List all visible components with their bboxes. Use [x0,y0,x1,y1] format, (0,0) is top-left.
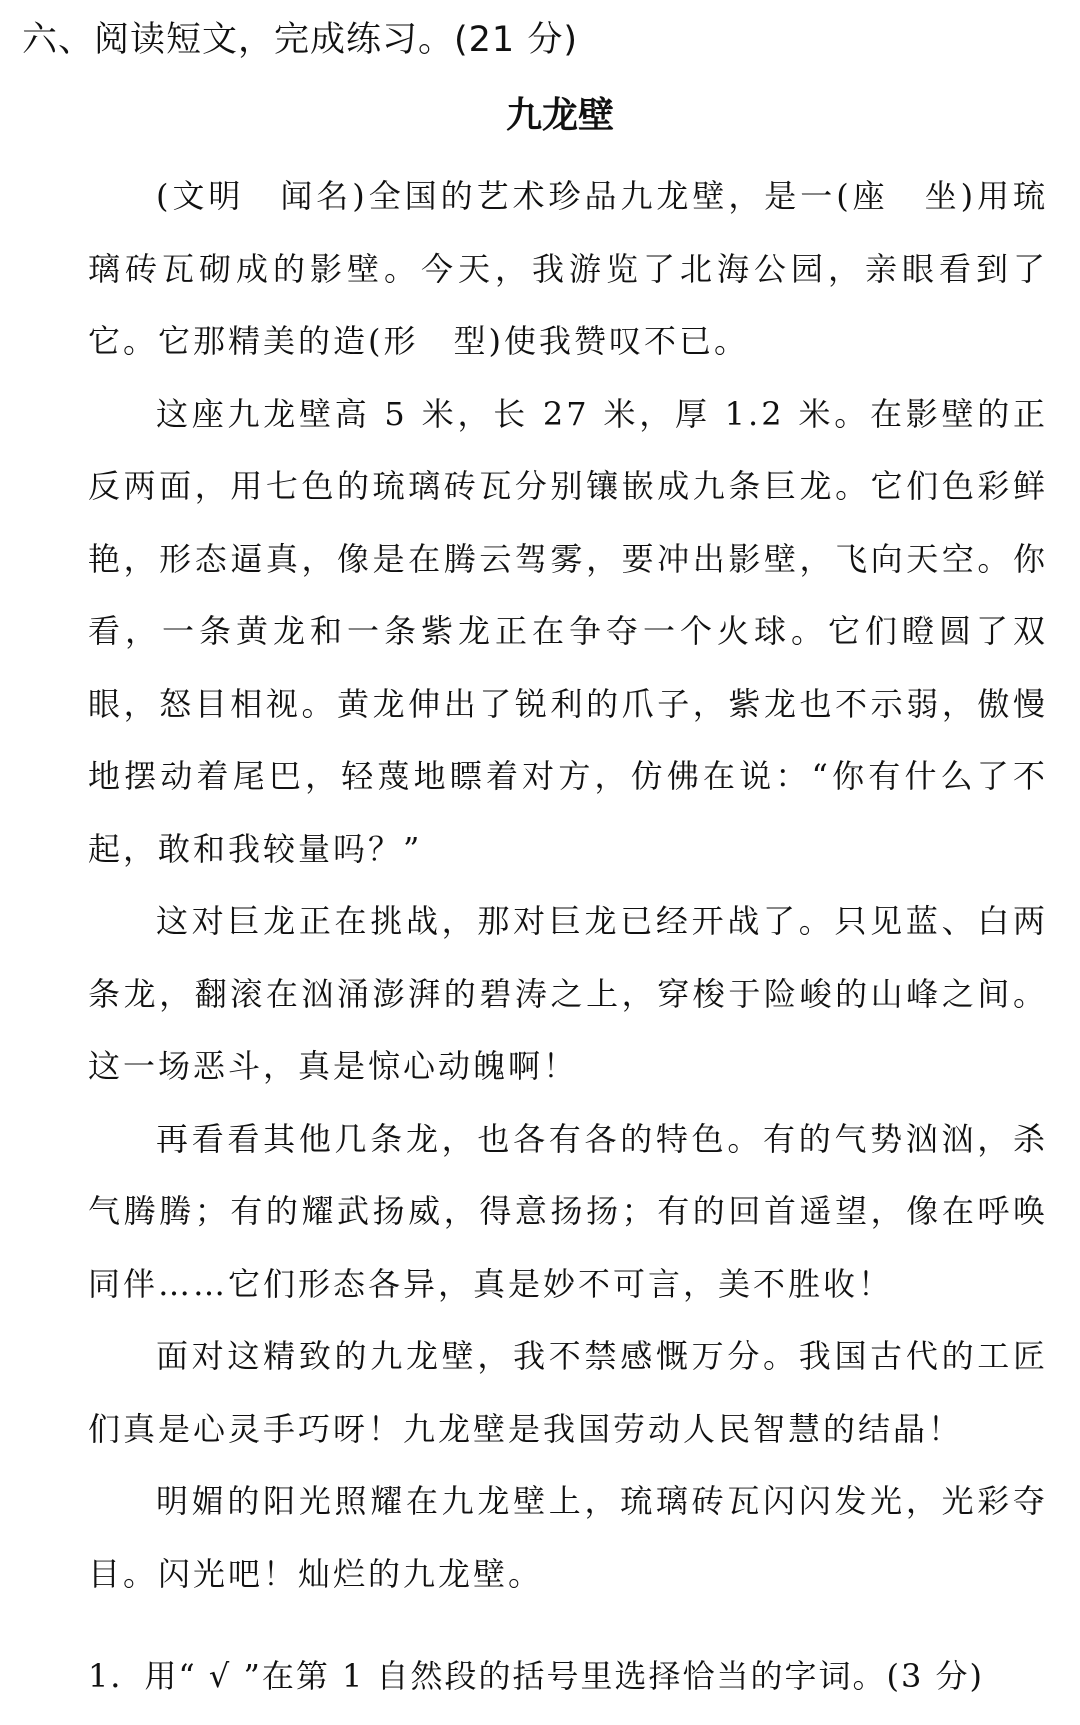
paragraph-4: 再看看其他几条龙，也各有各的特色。有的气势汹汹，杀气腾腾；有的耀武扬威，得意扬扬；有的回首遥望，像在呼唤同伴……它们形态各异，真是妙不可言，美不胜收！ [88,1119,1048,1303]
paragraph-5: 面对这精致的九龙壁，我不禁感慨万分。我国古代的工匠们真是心灵手巧呀！九龙壁是我国劳动人民智慧的结晶！ [88,1337,1048,1448]
passage-title: 九龙壁 [505,95,614,136]
reading-passage [88,160,1048,1610]
paragraph-6: 明媚的阳光照耀在九龙壁上，琉璃砖瓦闪闪发光，光彩夺目。闪光吧！灿烂的九龙壁。 [88,1482,1048,1593]
paragraph-3: 这对巨龙正在挑战，那对巨龙已经开战了。只见蓝、白两条龙，翻滚在汹涌澎湃的碧涛之上，穿梭于险峻的山峰之间。这一场恶斗，真是惊心动魄啊！ [88,902,1048,1085]
paragraph-1: (文明 闻名)全国的艺术珍品九龙壁，是一(座 坐)用琉璃砖瓦砌成的影壁。今天，我游览了北海公园，亲眼看到了它。它那精美的造(形 型)使我赞叹不已。 [88,177,1048,360]
paragraph-2: 这座九龙壁高 5 米，长 27 米，厚 1.2 米。在影壁的正反两面，用七色的琉璃砖瓦分别镶嵌成九条巨龙。它们色彩鲜艳，形态逼真，像是在腾云驾雾，要冲出影壁，飞向天空。你看，一条黄龙和一条紫龙正在争夺一个火球。它们瞪圆了双眼，怒目相视。黄龙伸出了锐利的爪子，紫龙也不示弱，傲慢地摆动着尾巴，轻蔑地瞟着对方，仿佛在说：“你有什么了不起，敢和我较量吗？” [88,394,1048,868]
section-heading: 六、阅读短文，完成练习。(21 分) [22,20,578,60]
question-1: 1．用“ √ ”在第 1 自然段的括号里选择恰当的字词。(3 分) [88,1657,985,1695]
